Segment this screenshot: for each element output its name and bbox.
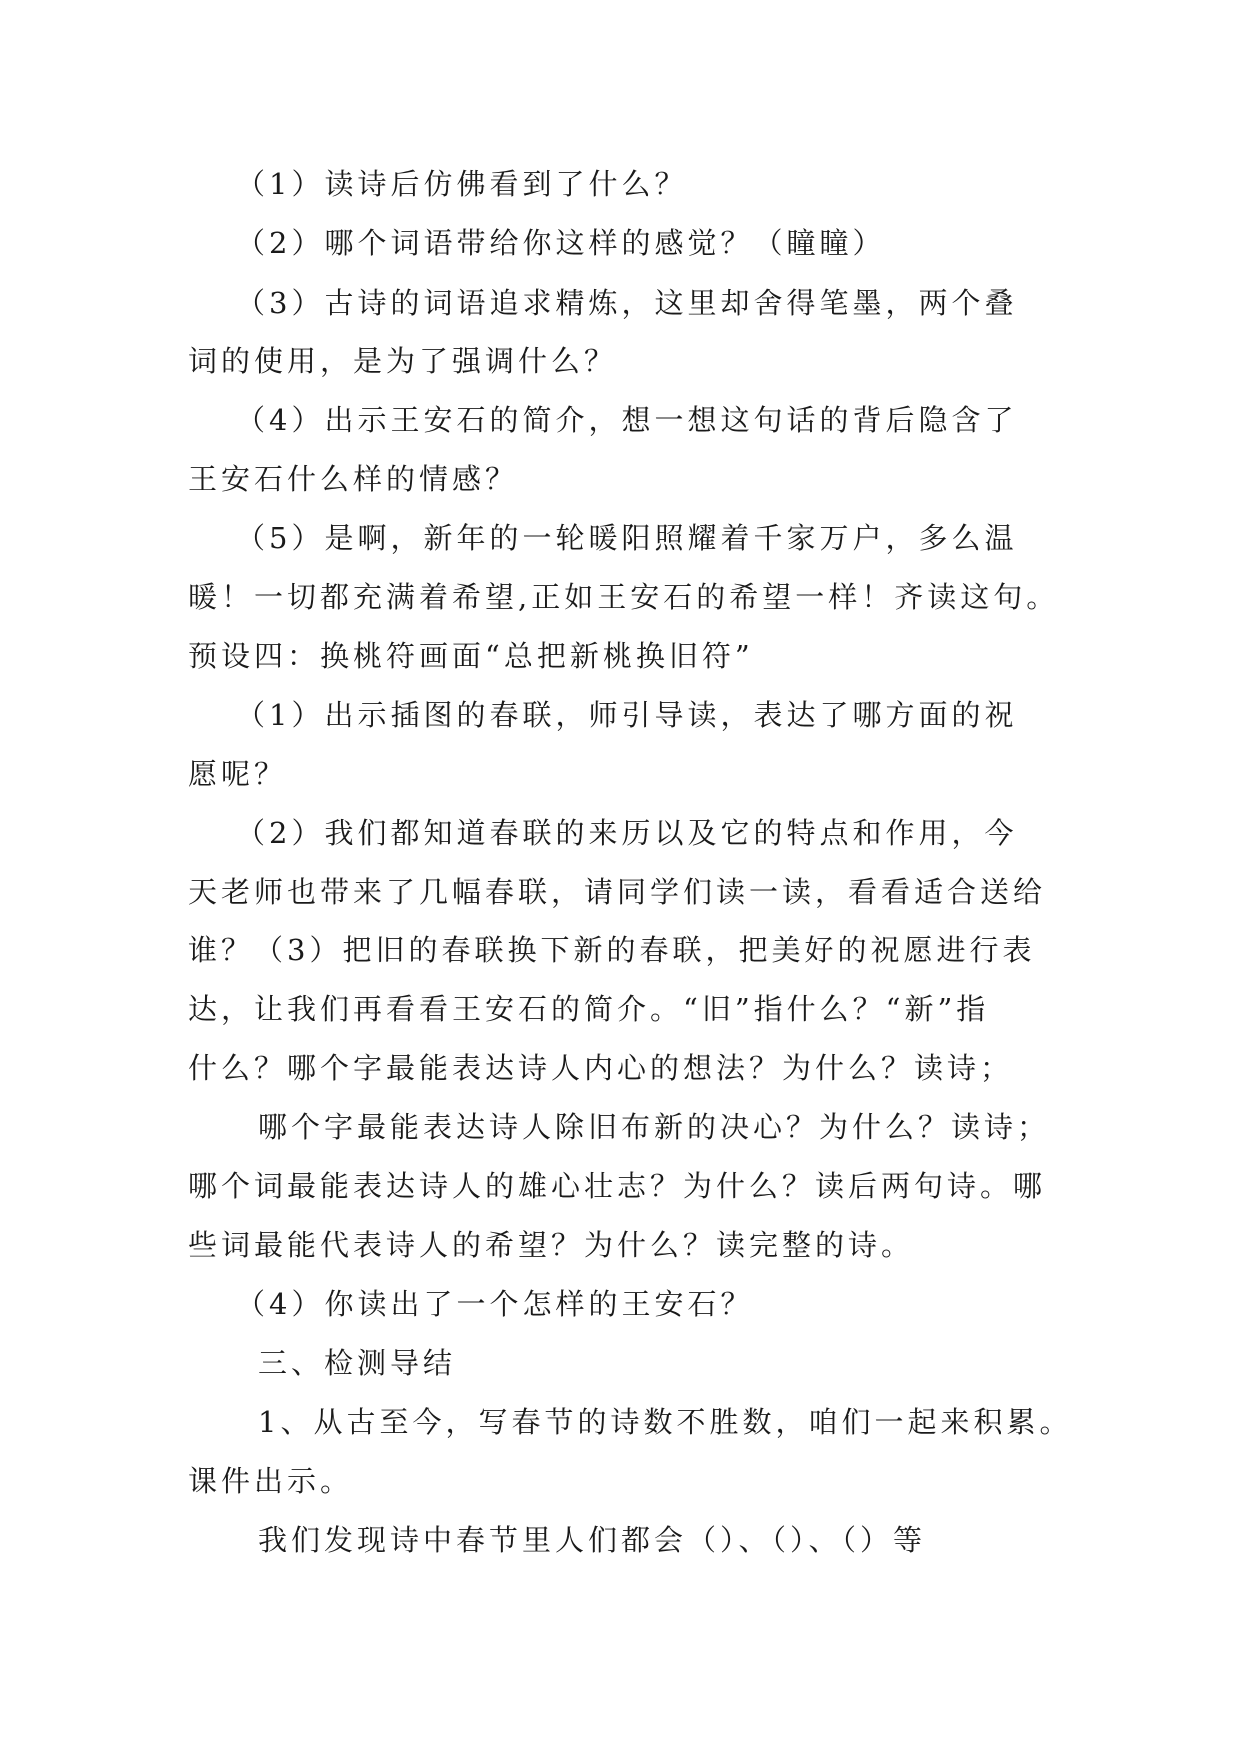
- text-line: 词的使用，是为了强调什么？: [188, 344, 618, 378]
- text-line: （4）出示王安石的简介，想一想这句话的背后隐含了: [236, 403, 1018, 437]
- text-line: （4）你读出了一个怎样的王安石？: [236, 1287, 754, 1321]
- text-line: （1）读诗后仿佛看到了什么？: [236, 167, 688, 201]
- text-line: （2）我们都知道春联的来历以及它的特点和作用，今: [236, 816, 1018, 850]
- text-line: 愿呢？: [188, 757, 288, 791]
- text-line: 王安石什么样的情感？: [188, 462, 519, 496]
- text-line: 什么？哪个字最能表达诗人内心的想法？为什么？读诗；: [188, 1051, 1014, 1085]
- text-line: （1）出示插图的春联，师引导读，表达了哪方面的祝: [236, 698, 1018, 732]
- text-line: 课件出示。: [188, 1464, 354, 1498]
- text-line: 谁？（3）把旧的春联换下新的春联，把美好的祝愿进行表: [188, 933, 1036, 967]
- text-line: 暖！一切都充满着希望,正如王安石的希望一样！齐读这句。: [188, 580, 1060, 614]
- text-line: 哪个词最能表达诗人的雄心壮志？为什么？读后两句诗。哪: [188, 1169, 1047, 1203]
- text-line: 哪个字最能表达诗人除旧布新的决心？为什么？读诗；: [258, 1110, 1051, 1144]
- text-line: 达，让我们再看看王安石的简介。“旧”指什么？“新”指: [188, 992, 990, 1026]
- text-line: 预设四：换桃符画面“总把新桃换旧符”: [188, 639, 754, 673]
- text-line: （2）哪个词语带给你这样的感觉？（瞳瞳）: [236, 226, 886, 260]
- text-line: 天老师也带来了几幅春联，请同学们读一读，看看适合送给: [188, 875, 1047, 909]
- text-line: （3）古诗的词语追求精炼，这里却舍得笔墨，两个叠: [236, 286, 1018, 320]
- text-line: 三、检测导结: [258, 1346, 457, 1380]
- text-line: 些词最能代表诗人的希望？为什么？读完整的诗。: [188, 1228, 915, 1262]
- text-line: （5）是啊，新年的一轮暖阳照耀着千家万户，多么温: [236, 521, 1018, 555]
- text-line: 1、从古至今，写春节的诗数不胜数，咱们一起来积累。: [258, 1405, 1073, 1439]
- text-line: 我们发现诗中春节里人们都会（）、（）、（）等: [258, 1523, 927, 1557]
